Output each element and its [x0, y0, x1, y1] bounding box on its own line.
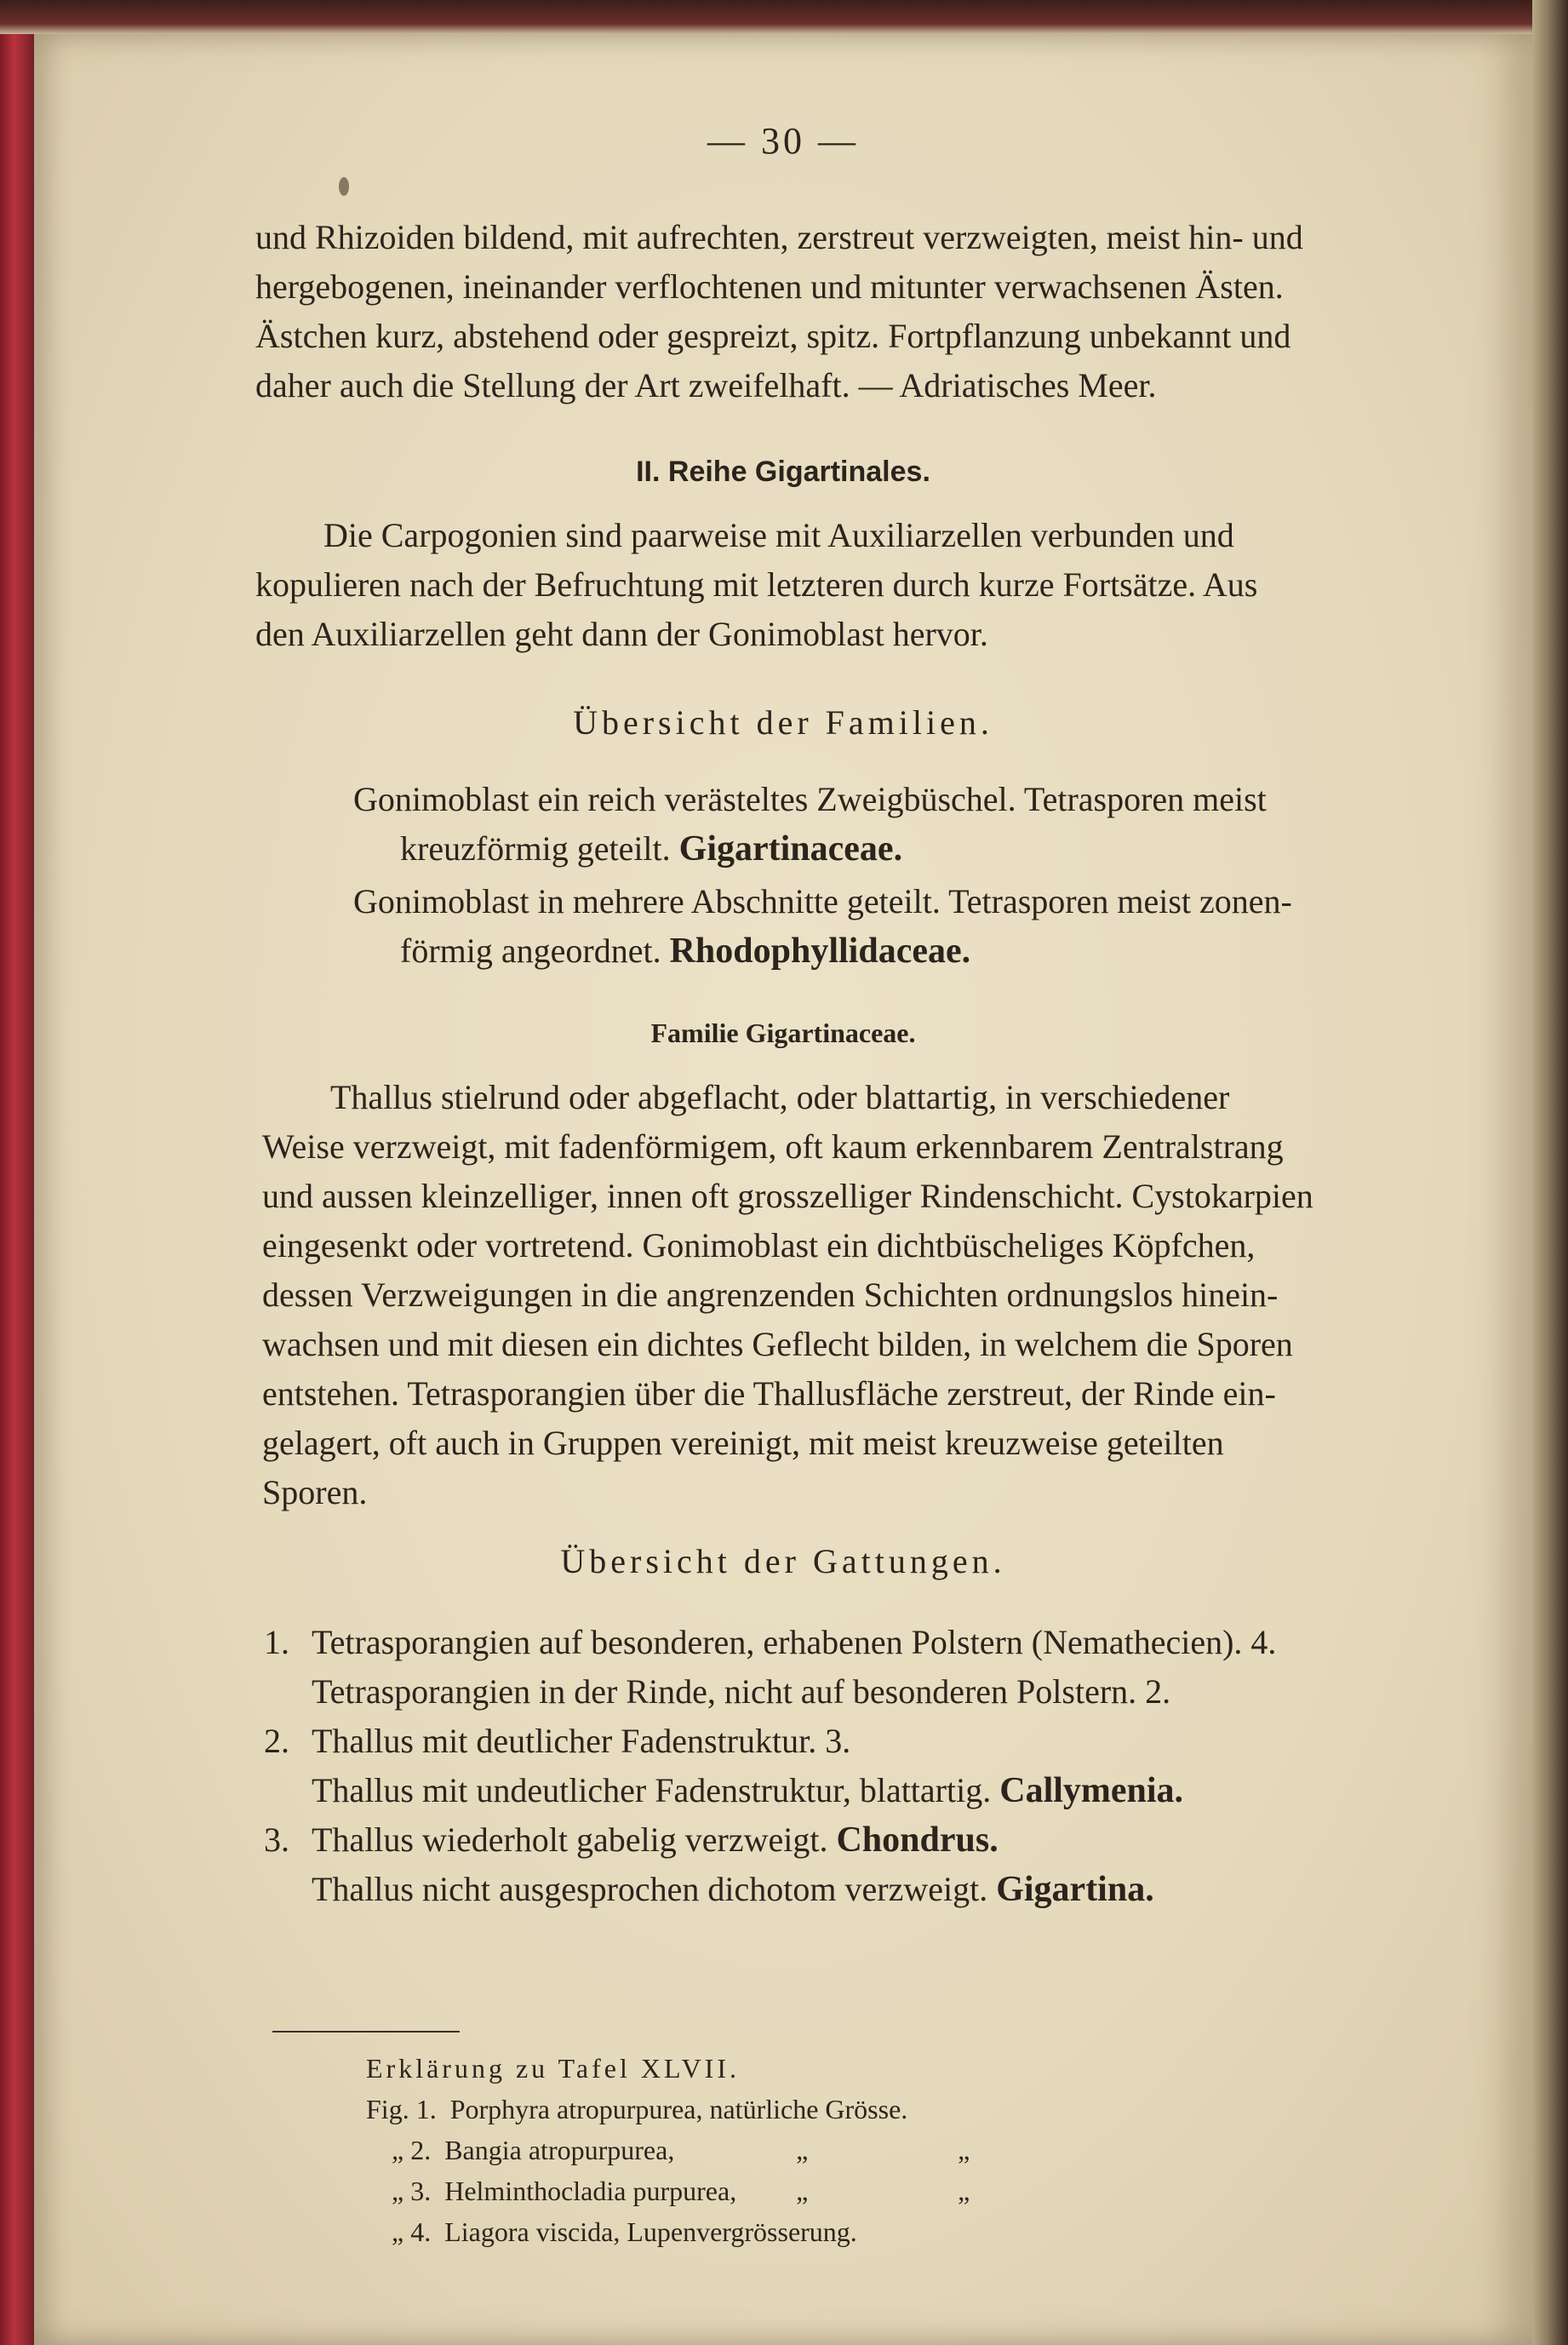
text-line: gelagert, oft auch in Gruppen vereinigt, mit meist kreuzweise geteilten [262, 1424, 1224, 1462]
family-paragraph [262, 1073, 1471, 1517]
key-reference: 4. [1250, 1623, 1277, 1661]
ditto-mark: „ [958, 2135, 970, 2165]
key-line [264, 1815, 1276, 1865]
genus-name: Gigartina. [996, 1870, 1154, 1909]
families-heading: Übersicht der Familien. [573, 703, 993, 742]
key-reference: 2. [1145, 1672, 1171, 1711]
text-line: dessen Verzweigungen in die angrenzenden Schichten ordnungslos hinein- [262, 1276, 1279, 1314]
book-top-edge [0, 0, 1568, 34]
key-text: Thallus wiederholt gabelig verzweigt. [312, 1820, 828, 1859]
intro-paragraph [255, 213, 1464, 410]
text-line: wachsen und mit diesen ein dichtes Geflecht bilden, in welchem die Sporen [262, 1325, 1293, 1363]
key-number: 2. [264, 1722, 289, 1760]
key-text: Tetrasporangien auf besonderen, erhabenen Polstern (Nemathecien). [312, 1623, 1243, 1661]
genus-name: Chondrus. [836, 1820, 999, 1860]
key-line [264, 1766, 1276, 1815]
family-heading: Familie Gigartinaceae. [650, 1018, 916, 1048]
text-line: Weise verzweigt, mit fadenförmigem, oft kaum erkennbarem Zentralstrang [262, 1127, 1284, 1166]
key-line [264, 1667, 1276, 1717]
figure-line [366, 2089, 989, 2130]
series-heading: II. Reihe Gigartinales. [636, 456, 930, 488]
text-line: und aussen kleinzelliger, innen oft grosszelliger Rindenschicht. Cystokarpien [262, 1177, 1313, 1215]
text-line [353, 824, 1267, 874]
figure-label: Fig. 1. [366, 2094, 437, 2124]
figure-text: Porphyra atropurpurea, natürliche Grösse. [449, 2094, 908, 2124]
series-paragraph [255, 511, 1464, 659]
family-name: Rhodophyllidaceae. [669, 932, 971, 971]
text-line: Die Carpogonien sind paarweise mit Auxiliarzellen verbunden und [323, 516, 1234, 554]
footnote-rule [272, 2031, 460, 2033]
key-text: Thallus mit deutlicher Fadenstruktur. [312, 1722, 817, 1760]
text-line: eingesenkt oder vortretend. Gonimoblast ein dichtbüscheliges Köpfchen, [262, 1226, 1256, 1264]
text-line: kopulieren nach der Befruchtung mit letzteren durch kurze Fortsätze. Aus [255, 565, 1258, 604]
text-line: Ästchen kurz, abstehend oder gespreizt, spitz. Fortpflanzung unbekannt und [255, 317, 1291, 355]
ditto-mark: „ [958, 2176, 970, 2206]
figure-line [366, 2130, 989, 2170]
text-line [353, 926, 1292, 976]
text-line: und Rhizoiden bildend, mit aufrechten, zerstreut verzweigten, meist hin- und [255, 218, 1303, 256]
key-line [264, 1717, 1276, 1766]
key-text: Thallus mit undeutlicher Fadenstruktur, blattartig. [312, 1771, 992, 1809]
ink-spot [339, 177, 349, 196]
key-line [264, 1618, 1276, 1667]
figure-label: „ 4. [392, 2216, 432, 2247]
key-text: Thallus nicht ausgesprochen dichotom verzweigt. [312, 1870, 988, 1908]
figure-text: Helminthocladia purpurea, [444, 2176, 737, 2206]
ditto-mark: „ [796, 2176, 809, 2206]
figure-label: „ 3. [392, 2176, 432, 2206]
text-line: Gonimoblast ein reich verästeltes Zweigbüschel. Tetrasporen meist [353, 780, 1267, 818]
figure-label: „ 2. [392, 2135, 432, 2165]
text-line: hergebogenen, ineinander verflochtenen und mitunter verwachsenen Ästen. [255, 267, 1284, 306]
figure-text: Liagora viscida, Lupenvergrösserung. [444, 2216, 857, 2247]
text-line: Thallus stielrund oder abgeflacht, oder blattartig, in verschiedener [330, 1078, 1230, 1116]
genus-key [264, 1618, 1276, 1914]
plate-explanation [366, 2048, 989, 2252]
text-fragment: kreuzförmig geteilt. [400, 829, 671, 868]
text-line: daher auch die Stellung der Art zweifelhaft. — Adriatisches Meer. [255, 366, 1157, 404]
genera-heading: Übersicht der Gattungen. [560, 1542, 1006, 1580]
page-stack-edge [1532, 0, 1568, 2345]
figure-line [366, 2211, 989, 2252]
key-line [264, 1865, 1276, 1914]
text-fragment: förmig angeordnet. [400, 932, 661, 970]
family-key-entry [353, 877, 1292, 976]
genus-name: Callymenia. [999, 1771, 1184, 1810]
text-line: Gonimoblast in mehrere Abschnitte geteilt. Tetrasporen meist zonen- [353, 882, 1292, 920]
ditto-mark: „ [796, 2135, 809, 2165]
key-number: 1. [264, 1623, 289, 1661]
text-line: den Auxiliarzellen geht dann der Gonimoblast hervor. [255, 615, 988, 653]
text-line: Sporen. [262, 1473, 368, 1511]
figure-text: Bangia atropurpurea, [444, 2135, 675, 2165]
key-text: Tetrasporangien in der Rinde, nicht auf besonderen Polstern. [312, 1672, 1137, 1711]
page-number: — 30 — [707, 120, 859, 162]
family-name: Gigartinaceae. [678, 829, 903, 869]
plate-title: Erklärung zu Tafel XLVII. [366, 2053, 740, 2084]
text-line: entstehen. Tetrasporangien über die Thallusfläche zerstreut, der Rinde ein- [262, 1374, 1276, 1413]
family-key-entry [353, 775, 1267, 874]
key-reference: 3. [825, 1722, 851, 1760]
figure-line [366, 2170, 989, 2211]
key-number: 3. [264, 1820, 289, 1859]
